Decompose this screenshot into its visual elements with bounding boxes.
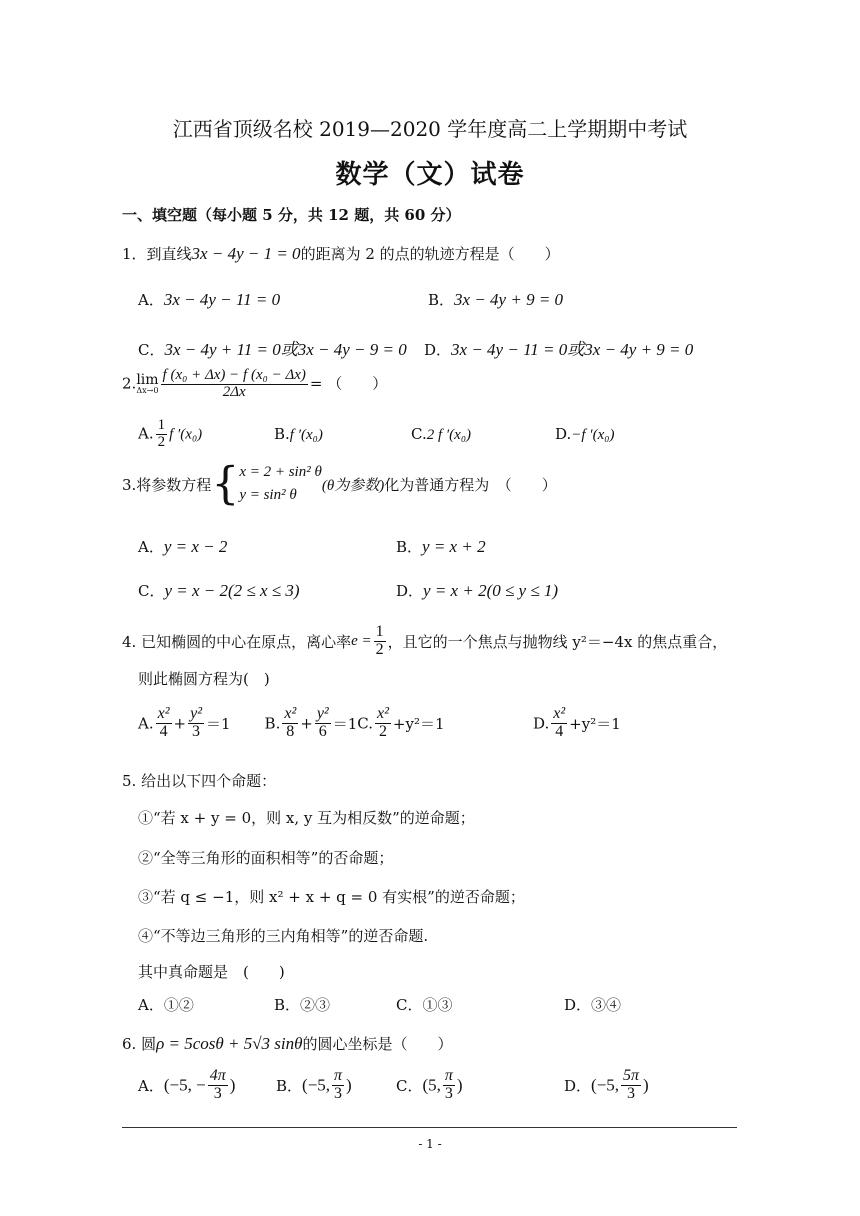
q6-b-post: ) [346,1075,352,1095]
q3-option-c [138,580,300,601]
q4-a-n2: y² [190,705,202,722]
q3-system [239,461,322,508]
q2-a-fraction [156,418,168,451]
q2-option-d [555,425,614,444]
q3-d-text: y = x + 2(0 ≤ y ≤ 1) [423,581,559,600]
q2-b-text: f ′(x₀) [289,427,323,443]
q4-a-d2: 3 [192,722,201,740]
q4-e-fraction [374,624,386,659]
q4-b-d2: 6 [318,722,327,740]
q6-equation: ρ = 5cosθ + 5√3 sinθ [156,1034,303,1053]
q6-option-c [396,1068,463,1103]
q3-brace: { [211,458,240,510]
q1-c-text: 3x − 4y + 11 = 0或3x − 4y − 9 = 0 [164,340,407,359]
q3-option-b [396,536,486,557]
q3-suffix: 化为普通方程为 （ ） [384,475,557,494]
q6-prefix: 6. 圆 [122,1035,157,1053]
q3-b-text: y = x + 2 [422,537,486,556]
q2-a-label: A. [138,424,154,443]
q6-a-frac [208,1068,228,1103]
q4-b-tail: ＝1 [332,714,358,733]
q3-d-label: D． [396,582,424,600]
question-6 [122,1033,453,1054]
q6-c-label: C． [396,1076,423,1095]
q4-d-n1: x² [553,705,566,722]
q1-a-text: 3x − 4y − 11 = 0 [163,290,281,309]
q2-denominator: 2Δx [222,383,246,400]
q5-option-a: A．①② [138,996,194,1014]
q1-d-label: D． [424,341,452,359]
q4-b-n2: y² [316,705,329,722]
q6-option-a [138,1068,235,1103]
q4-c-label: C. [357,714,373,733]
q4-a-tail: ＝1 [206,714,231,733]
q5-option-b: B．②③ [274,996,331,1014]
q3-a-text: y = x − 2 [163,537,228,556]
q5-proposition-4: ④“不等边三角形的三内角相等”的逆否命题. [138,927,429,945]
q2-lim-sub: Δx→0 [136,386,159,396]
q3-prefix: 3.将参数方程 [122,475,212,494]
q4-b-frac1 [282,706,298,741]
q2-d-text: −f ′(x₀) [571,427,615,443]
section-heading: 一、填空题（每小题 5 分，共 12 题，共 60 分） [122,206,461,224]
q4-e: e = [351,632,372,649]
q1-b-text: 3x − 4y + 9 = 0 [454,290,564,309]
q1-option-a [138,289,280,310]
q2-option-b [274,425,323,444]
q5-option-d: D．③④ [564,996,622,1014]
q3-param: (θ为参数) [321,477,385,494]
q2-option-c [411,425,471,444]
q4-d-d1: 4 [555,722,564,740]
q5-proposition-1: ①“若 x + y = 0，则 x, y 互为相反数”的逆命题； [138,809,475,827]
q2-a-denominator: 2 [157,433,166,450]
q4-b-n1: x² [284,705,297,722]
q6-b-label: B． [276,1076,303,1095]
q4-b-plus: + [300,714,313,733]
q2-fraction [161,368,308,401]
q6-c-n: π [444,1067,453,1084]
question-1 [122,243,560,264]
question-2 [122,368,387,401]
q4-c-frac1 [375,706,391,741]
q5-ask: 其中真命题是 ( ) [138,963,285,981]
q4-line2: 则此椭圆方程为( ) [138,670,270,688]
q2-numerator: f (x₀ + Δx) − f (x₀ − Δx) [162,367,306,383]
question-4 [122,624,727,659]
q1-b-label: B． [428,291,455,309]
q2-d-label: D. [555,425,572,443]
q3-c-text: y = x − 2(2 ≤ x ≤ 3) [164,581,300,600]
q1-suffix: 的距离为 2 的点的轨迹方程是（ ） [300,245,560,263]
q4-d-label: D. [533,714,550,733]
q4-a-label: A. [138,714,154,733]
q6-option-b [276,1068,352,1103]
q6-d-n: 5π [623,1067,640,1084]
q5-proposition-3: ③“若 q ≤ −1，则 x² + x + q = 0 有实根”的逆否命题； [138,888,525,906]
q6-b-pre: (−5, [302,1075,331,1095]
q4-e-numerator: 1 [375,623,384,640]
q6-d-label: D． [564,1076,592,1095]
q6-b-n: π [334,1067,343,1084]
q1-option-c [138,335,407,360]
q5-proposition-2: ②“全等三角形的面积相等”的否命题； [138,849,394,867]
q6-a-post: ) [229,1075,236,1095]
exam-subtitle: 数学（文）试卷 [335,160,525,190]
q6-c-pre: (5, [422,1075,441,1095]
q1-c-label: C． [138,341,165,359]
q2-a-text: f ′(x₀) [169,426,203,443]
q4-b-frac2 [315,706,331,741]
q6-c-post: ) [456,1075,463,1095]
q6-a-pre: (−5, − [163,1075,206,1095]
q1-option-b [428,289,563,310]
q2-number: 2. [122,374,137,393]
q4-a-plus: + [173,714,187,733]
q1-a-label: A． [138,291,164,309]
q6-d-frac [621,1068,641,1103]
page-number: - 1 - [418,1137,442,1151]
q1-line-equation: 3x − 4y − 1 = 0 [191,244,301,263]
q2-tail: = （ ） [309,374,388,393]
q2-c-label: C. [411,425,427,443]
q1-d-text: 3x − 4y − 11 = 0或3x − 4y + 9 = 0 [451,340,694,359]
q4-a-d1: 4 [159,722,168,740]
q6-d-pre: (−5, [591,1075,620,1095]
q4-option-d [533,706,621,741]
q4-prefix: 4. 已知椭圆的中心在原点，离心率 [122,632,352,651]
q4-a-frac2 [188,706,204,741]
q6-option-d [564,1068,649,1103]
q3-a-label: A． [138,538,164,556]
q6-d-d: 3 [627,1084,636,1102]
q4-d-frac1 [551,706,567,741]
q2-b-label: B. [274,425,290,443]
q6-c-frac [443,1068,455,1103]
q6-b-d: 3 [334,1084,343,1102]
q1-prefix: 1．到直线 [122,245,192,263]
q4-b-label: B. [264,714,281,733]
q3-option-a [138,536,227,557]
q6-c-d: 3 [444,1084,453,1102]
exam-title: 江西省顶级名校 2019—2020 学年度高二上学期期中考试 [172,117,688,141]
q4-a-n1: x² [157,705,170,722]
question-3 [122,458,557,510]
footer-divider [122,1127,737,1128]
q6-b-frac [332,1068,344,1103]
q1-option-d [424,335,693,360]
q4-c-tail: +y²＝1 [392,714,445,733]
q4-d-tail: +y²＝1 [569,714,621,733]
q2-c-text: 2 f ′(x₀) [426,427,472,443]
q3-eq2: y = sin² θ [239,487,297,504]
q2-option-a [138,418,202,451]
q6-suffix: 的圆心坐标是（ ） [302,1035,453,1053]
q4-e-denominator: 2 [375,640,384,658]
q2-lim-text: lim [136,372,159,389]
q5-option-c: C．①③ [396,996,453,1014]
q6-a-d: 3 [213,1084,222,1102]
q6-a-n: 4π [209,1067,226,1084]
q6-a-label: A． [138,1076,164,1095]
q4-suffix: ，且它的一个焦点与抛物线 y²＝−4x 的焦点重合， [387,632,728,651]
q3-c-label: C． [138,582,165,600]
q2-a-numerator: 1 [157,417,166,433]
q4-c-n1: x² [377,705,389,722]
q5-intro: 5. 给出以下四个命题： [122,772,277,790]
q4-b-d1: 8 [286,722,295,740]
q6-d-post: ) [643,1075,649,1095]
q3-b-label: B． [396,538,423,556]
q4-options-abc [138,706,445,741]
q3-option-d [396,580,558,601]
q4-a-frac1 [156,706,172,741]
q3-eq1: x = 2 + sin² θ [239,464,322,480]
q2-limit [136,373,158,395]
q4-c-d1: 2 [378,722,387,740]
